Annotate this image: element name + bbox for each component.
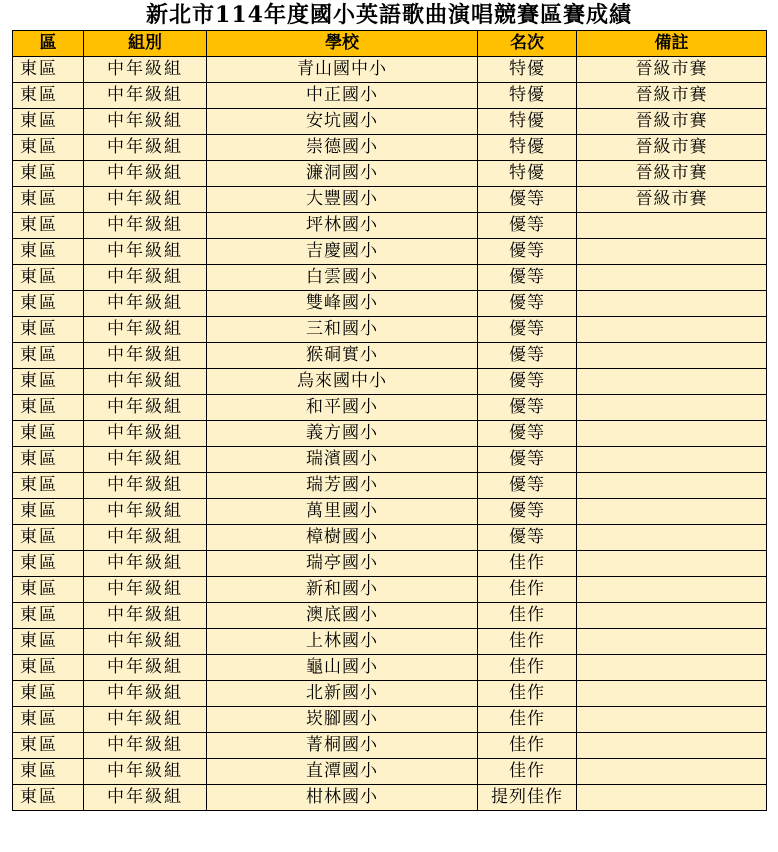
cell-group: 中年級組 <box>84 369 207 395</box>
cell-group: 中年級組 <box>84 785 207 811</box>
cell-group: 中年級組 <box>84 109 207 135</box>
cell-group: 中年級組 <box>84 161 207 187</box>
cell-note <box>577 473 767 499</box>
cell-rank: 優等 <box>478 473 577 499</box>
cell-school: 瑞濱國小 <box>207 447 478 473</box>
cell-school: 萬里國小 <box>207 499 478 525</box>
cell-school: 雙峰國小 <box>207 291 478 317</box>
cell-note <box>577 759 767 785</box>
cell-note <box>577 213 767 239</box>
cell-district: 東區 <box>13 291 84 317</box>
table-row <box>13 577 767 603</box>
cell-school: 新和國小 <box>207 577 478 603</box>
table-row <box>13 421 767 447</box>
table-row <box>13 395 767 421</box>
cell-group: 中年級組 <box>84 265 207 291</box>
cell-group: 中年級組 <box>84 187 207 213</box>
table-row <box>13 83 767 109</box>
table-row <box>13 239 767 265</box>
cell-rank: 佳作 <box>478 629 577 655</box>
cell-school: 龜山國小 <box>207 655 478 681</box>
cell-rank: 優等 <box>478 265 577 291</box>
cell-note: 晉級市賽 <box>577 57 767 83</box>
cell-group: 中年級組 <box>84 733 207 759</box>
header-note: 備註 <box>577 31 767 57</box>
cell-group: 中年級組 <box>84 473 207 499</box>
cell-group: 中年級組 <box>84 291 207 317</box>
cell-school: 瑞亭國小 <box>207 551 478 577</box>
cell-rank: 優等 <box>478 369 577 395</box>
cell-group: 中年級組 <box>84 239 207 265</box>
cell-district: 東區 <box>13 369 84 395</box>
cell-group: 中年級組 <box>84 343 207 369</box>
table-row <box>13 785 767 811</box>
cell-note <box>577 265 767 291</box>
cell-note: 晉級市賽 <box>577 187 767 213</box>
cell-note <box>577 291 767 317</box>
cell-rank: 優等 <box>478 317 577 343</box>
page-title: 新北市114年度國小英語歌曲演唱競賽區賽成績 <box>146 2 632 28</box>
cell-rank: 優等 <box>478 395 577 421</box>
table-row <box>13 707 767 733</box>
cell-school: 三和國小 <box>207 317 478 343</box>
cell-group: 中年級組 <box>84 135 207 161</box>
cell-district: 東區 <box>13 733 84 759</box>
cell-rank: 優等 <box>478 499 577 525</box>
cell-note <box>577 447 767 473</box>
cell-district: 東區 <box>13 759 84 785</box>
table-row <box>13 135 767 161</box>
cell-rank: 提列佳作 <box>478 785 577 811</box>
table-row <box>13 629 767 655</box>
cell-note <box>577 551 767 577</box>
cell-group: 中年級組 <box>84 447 207 473</box>
cell-district: 東區 <box>13 525 84 551</box>
cell-group: 中年級組 <box>84 551 207 577</box>
cell-note <box>577 733 767 759</box>
cell-note <box>577 525 767 551</box>
cell-rank: 優等 <box>478 343 577 369</box>
cell-rank: 優等 <box>478 239 577 265</box>
cell-school: 瑞芳國小 <box>207 473 478 499</box>
cell-school: 義方國小 <box>207 421 478 447</box>
cell-district: 東區 <box>13 551 84 577</box>
cell-note <box>577 577 767 603</box>
cell-note <box>577 395 767 421</box>
cell-district: 東區 <box>13 343 84 369</box>
cell-group: 中年級組 <box>84 577 207 603</box>
table-row <box>13 759 767 785</box>
cell-group: 中年級組 <box>84 317 207 343</box>
cell-note <box>577 343 767 369</box>
table-row <box>13 291 767 317</box>
cell-rank: 優等 <box>478 213 577 239</box>
table-row <box>13 655 767 681</box>
cell-school: 直潭國小 <box>207 759 478 785</box>
table-row <box>13 525 767 551</box>
cell-district: 東區 <box>13 265 84 291</box>
cell-rank: 佳作 <box>478 707 577 733</box>
cell-school: 烏來國中小 <box>207 369 478 395</box>
cell-district: 東區 <box>13 499 84 525</box>
cell-note <box>577 655 767 681</box>
cell-rank: 特優 <box>478 109 577 135</box>
cell-group: 中年級組 <box>84 525 207 551</box>
cell-district: 東區 <box>13 395 84 421</box>
table-row <box>13 681 767 707</box>
table-row <box>13 551 767 577</box>
cell-district: 東區 <box>13 83 84 109</box>
table-row <box>13 317 767 343</box>
table-row <box>13 109 767 135</box>
cell-rank: 特優 <box>478 57 577 83</box>
cell-school: 上林國小 <box>207 629 478 655</box>
table-row <box>13 161 767 187</box>
cell-school: 猴硐實小 <box>207 343 478 369</box>
cell-note <box>577 629 767 655</box>
cell-rank: 特優 <box>478 83 577 109</box>
cell-group: 中年級組 <box>84 603 207 629</box>
cell-rank: 佳作 <box>478 733 577 759</box>
cell-note <box>577 239 767 265</box>
cell-rank: 優等 <box>478 291 577 317</box>
cell-note <box>577 603 767 629</box>
header-district: 區 <box>13 31 84 57</box>
cell-note <box>577 369 767 395</box>
cell-rank: 特優 <box>478 135 577 161</box>
cell-group: 中年級組 <box>84 655 207 681</box>
cell-group: 中年級組 <box>84 57 207 83</box>
results-table <box>12 30 767 811</box>
table-row <box>13 57 767 83</box>
cell-school: 青山國中小 <box>207 57 478 83</box>
cell-school: 柑林國小 <box>207 785 478 811</box>
cell-district: 東區 <box>13 161 84 187</box>
cell-school: 吉慶國小 <box>207 239 478 265</box>
cell-school: 菁桐國小 <box>207 733 478 759</box>
cell-group: 中年級組 <box>84 83 207 109</box>
cell-district: 東區 <box>13 187 84 213</box>
table-row <box>13 447 767 473</box>
table-row <box>13 499 767 525</box>
cell-district: 東區 <box>13 109 84 135</box>
table-row <box>13 187 767 213</box>
cell-school: 坪林國小 <box>207 213 478 239</box>
table-body <box>13 57 767 811</box>
cell-rank: 優等 <box>478 421 577 447</box>
header-group: 組別 <box>84 31 207 57</box>
cell-school: 和平國小 <box>207 395 478 421</box>
cell-rank: 特優 <box>478 161 577 187</box>
cell-district: 東區 <box>13 317 84 343</box>
cell-school: 北新國小 <box>207 681 478 707</box>
cell-district: 東區 <box>13 135 84 161</box>
cell-district: 東區 <box>13 447 84 473</box>
cell-rank: 優等 <box>478 447 577 473</box>
table-row <box>13 369 767 395</box>
cell-district: 東區 <box>13 239 84 265</box>
cell-school: 崁腳國小 <box>207 707 478 733</box>
cell-school: 中正國小 <box>207 83 478 109</box>
cell-group: 中年級組 <box>84 681 207 707</box>
cell-rank: 佳作 <box>478 577 577 603</box>
cell-rank: 佳作 <box>478 551 577 577</box>
cell-district: 東區 <box>13 57 84 83</box>
cell-rank: 優等 <box>478 525 577 551</box>
table-row <box>13 733 767 759</box>
cell-note <box>577 317 767 343</box>
cell-district: 東區 <box>13 473 84 499</box>
cell-school: 白雲國小 <box>207 265 478 291</box>
cell-district: 東區 <box>13 681 84 707</box>
cell-district: 東區 <box>13 421 84 447</box>
cell-note <box>577 785 767 811</box>
cell-note <box>577 707 767 733</box>
cell-note: 晉級市賽 <box>577 161 767 187</box>
cell-district: 東區 <box>13 785 84 811</box>
cell-group: 中年級組 <box>84 629 207 655</box>
table-row <box>13 213 767 239</box>
cell-district: 東區 <box>13 603 84 629</box>
cell-note <box>577 421 767 447</box>
cell-rank: 佳作 <box>478 759 577 785</box>
table-row <box>13 473 767 499</box>
cell-group: 中年級組 <box>84 421 207 447</box>
cell-district: 東區 <box>13 213 84 239</box>
cell-school: 澳底國小 <box>207 603 478 629</box>
cell-group: 中年級組 <box>84 707 207 733</box>
cell-school: 大豐國小 <box>207 187 478 213</box>
cell-note <box>577 499 767 525</box>
cell-school: 濂洞國小 <box>207 161 478 187</box>
cell-district: 東區 <box>13 629 84 655</box>
cell-note: 晉級市賽 <box>577 109 767 135</box>
table-row <box>13 603 767 629</box>
cell-district: 東區 <box>13 577 84 603</box>
cell-rank: 佳作 <box>478 603 577 629</box>
table-header-row <box>13 31 767 57</box>
cell-district: 東區 <box>13 707 84 733</box>
cell-group: 中年級組 <box>84 499 207 525</box>
cell-district: 東區 <box>13 655 84 681</box>
header-rank: 名次 <box>478 31 577 57</box>
cell-group: 中年級組 <box>84 759 207 785</box>
header-school: 學校 <box>207 31 478 57</box>
table-row <box>13 343 767 369</box>
cell-rank: 佳作 <box>478 681 577 707</box>
cell-note <box>577 681 767 707</box>
cell-rank: 優等 <box>478 187 577 213</box>
table-row <box>13 265 767 291</box>
cell-rank: 佳作 <box>478 655 577 681</box>
cell-group: 中年級組 <box>84 395 207 421</box>
cell-note: 晉級市賽 <box>577 135 767 161</box>
cell-school: 崇德國小 <box>207 135 478 161</box>
cell-note: 晉級市賽 <box>577 83 767 109</box>
cell-school: 樟樹國小 <box>207 525 478 551</box>
cell-school: 安坑國小 <box>207 109 478 135</box>
cell-group: 中年級組 <box>84 213 207 239</box>
